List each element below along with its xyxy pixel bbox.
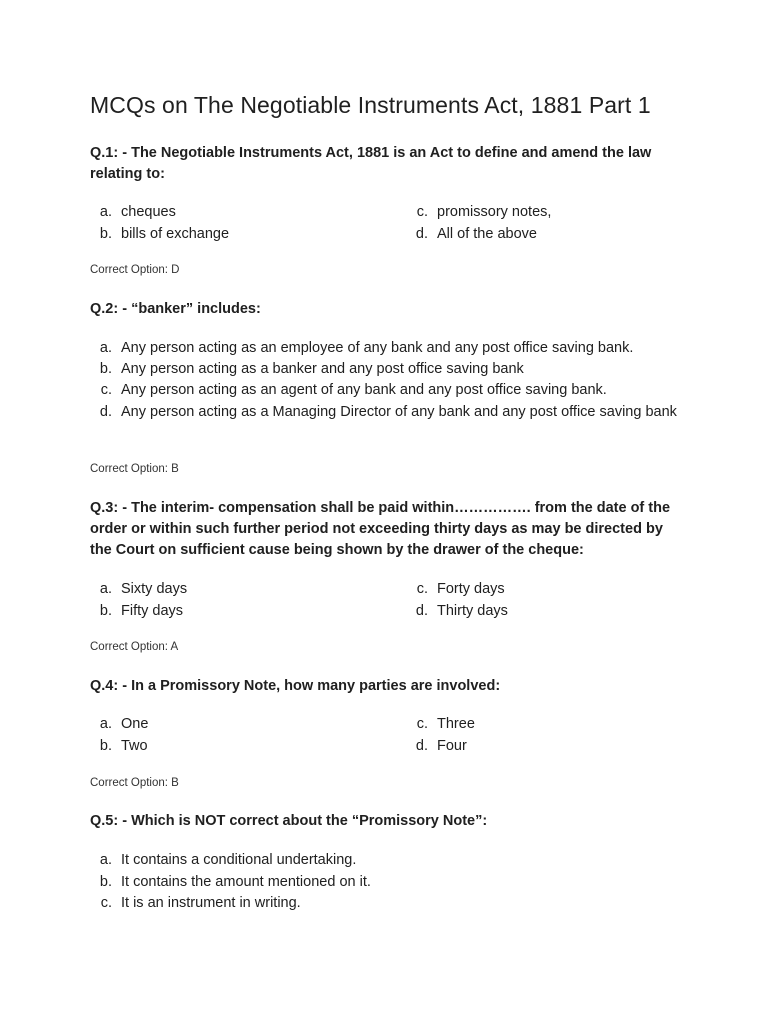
option-text: Fifty days bbox=[121, 603, 184, 619]
option-letter: b. bbox=[99, 874, 112, 890]
option-letter: c. bbox=[416, 581, 428, 597]
option-letter: c. bbox=[100, 895, 112, 911]
option-letter: b. bbox=[99, 603, 112, 619]
correct-option-3: Correct Option: A bbox=[90, 641, 179, 653]
option-text: It is an instrument in writing. bbox=[121, 895, 301, 911]
option-letter: d. bbox=[99, 404, 112, 420]
correct-option-4: Correct Option: B bbox=[90, 777, 179, 789]
option-letter: a. bbox=[99, 581, 112, 597]
option-letter: a. bbox=[99, 716, 112, 732]
option-letter: d. bbox=[415, 226, 428, 242]
question-3: Q.3: - The interim- compensation shall be paid within……………. from the date of the order or within such further period not exceeding thirty days as may be directed by the Court on sufficient cause being shown by the drawer of the cheque: bbox=[90, 500, 671, 558]
option-text: It contains the amount mentioned on it. bbox=[121, 874, 371, 890]
option-text: Any person acting as an employee of any bank and any post office saving bank. bbox=[121, 340, 634, 356]
option-text: Any person acting as an agent of any bank and any post office saving bank. bbox=[121, 382, 607, 398]
option-letter: c. bbox=[100, 382, 112, 398]
option-text: promissory notes, bbox=[437, 204, 552, 220]
option-text: All of the above bbox=[437, 226, 537, 242]
option-letter: a. bbox=[99, 204, 112, 220]
correct-option-1: Correct Option: D bbox=[90, 264, 180, 276]
option-text: Three bbox=[437, 716, 475, 732]
option-text: Four bbox=[437, 738, 467, 754]
option-letter: b. bbox=[99, 226, 112, 242]
question-1: Q.1: - The Negotiable Instruments Act, 1881 is an Act to define and amend the law relating to: bbox=[90, 145, 652, 182]
question-5: Q.5: - Which is NOT correct about the “Promissory Note”: bbox=[90, 813, 488, 829]
page-title: MCQs on The Negotiable Instruments Act, 1881 Part 1 bbox=[90, 92, 651, 118]
option-text: Forty days bbox=[437, 581, 505, 597]
option-letter: a. bbox=[99, 852, 112, 868]
option-text: Sixty days bbox=[121, 581, 188, 597]
option-text: Two bbox=[121, 738, 148, 754]
option-text: Any person acting as a Managing Director of any bank and any post office saving bank bbox=[121, 404, 677, 420]
option-text: Thirty days bbox=[437, 603, 508, 619]
option-text: Any person acting as a banker and any post office saving bank bbox=[121, 361, 524, 377]
option-letter: a. bbox=[99, 340, 112, 356]
option-text: It contains a conditional undertaking. bbox=[121, 852, 357, 868]
option-letter: b. bbox=[99, 738, 112, 754]
option-text: One bbox=[121, 716, 149, 732]
question-2: Q.2: - “banker” includes: bbox=[90, 301, 261, 317]
correct-option-2: Correct Option: B bbox=[90, 463, 179, 475]
option-text: cheques bbox=[121, 204, 176, 220]
option-letter: c. bbox=[416, 204, 428, 220]
option-letter: b. bbox=[99, 361, 112, 377]
option-letter: d. bbox=[415, 603, 428, 619]
option-letter: d. bbox=[415, 738, 428, 754]
option-letter: c. bbox=[416, 716, 428, 732]
option-text: bills of exchange bbox=[121, 226, 230, 242]
question-4: Q.4: - In a Promissory Note, how many parties are involved: bbox=[90, 678, 501, 694]
